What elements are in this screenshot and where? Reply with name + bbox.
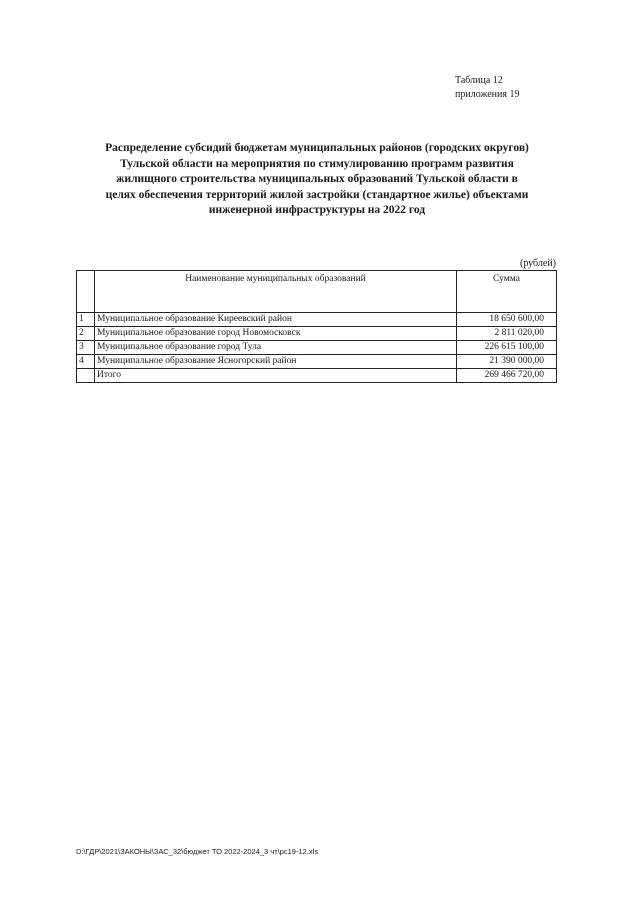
units-label: (рублей): [519, 258, 556, 269]
table-row: [77, 341, 557, 355]
title-line: Тульской области на мероприятия по стимулированию программ развития: [120, 157, 514, 170]
table-row: [77, 327, 557, 341]
row-number: 4: [77, 355, 95, 369]
row-number: 1: [77, 313, 95, 327]
row-number: 2: [77, 327, 95, 341]
header-name-cell: Наименование муниципальных образований: [95, 271, 457, 313]
row-amount: 18 650 600,00: [457, 313, 557, 327]
document-title: [74, 141, 560, 219]
row-amount: 21 390 000,00: [457, 355, 557, 369]
row-amount: 2 811 020,00: [457, 327, 557, 341]
title-line: инженерной инфраструктуры на 2022 год: [208, 204, 426, 216]
total-label: Итого: [95, 369, 457, 383]
table-row: [77, 355, 557, 369]
table-row: [77, 313, 557, 327]
table-header-row: [77, 271, 557, 313]
row-number: 3: [77, 341, 95, 355]
table-total-row: [77, 369, 557, 383]
title-line: целях обеспечения территорий жилой застройки (стандартное жилье) объектами: [105, 188, 529, 201]
row-municipality-name: Муниципальное образование Киреевский район: [95, 313, 457, 327]
file-path-footer: D:\ГДР\2021\ЗАКОНЫ\ЗАС_32\бюджет ТО 2022-2024_3 чт\рс19-12.xls: [76, 847, 319, 856]
title-line: жилищного строительства муниципальных образований Тульской области в: [116, 173, 518, 185]
row-municipality-name: Муниципальное образование город Тула: [95, 341, 457, 355]
header-sum-cell: Сумма: [457, 271, 557, 313]
row-amount: 226 615 100,00: [457, 341, 557, 355]
row-municipality-name: Муниципальное образование город Новомосковск: [95, 327, 457, 341]
row-municipality-name: Муниципальное образование Ясногорский район: [95, 355, 457, 369]
total-amount: 269 466 720,00: [457, 369, 557, 383]
total-number: [77, 369, 95, 383]
table-number: Таблица 12: [455, 75, 503, 86]
table-reference-note: [455, 74, 519, 102]
appendix-number: приложения 19: [455, 89, 520, 100]
title-line: Распределение субсидий бюджетам муниципальных районов (городских округов): [105, 142, 529, 154]
subsidy-table: [76, 270, 557, 383]
header-number-cell: [77, 271, 95, 313]
